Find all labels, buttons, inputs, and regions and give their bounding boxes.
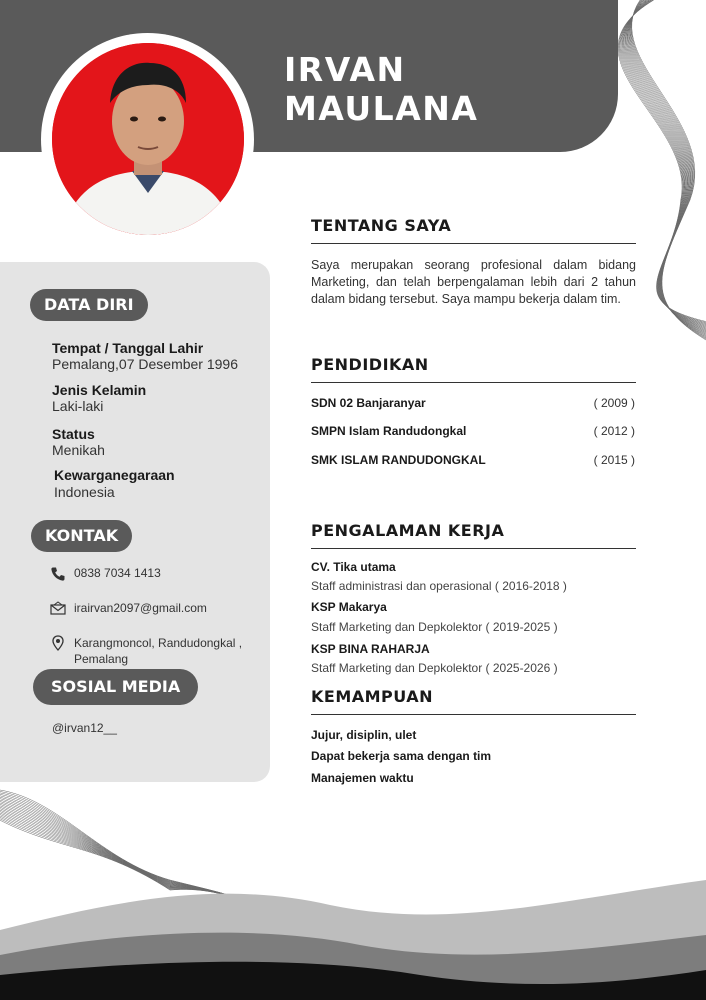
section-title-skills: KEMAMPUAN	[311, 687, 434, 706]
location-icon	[50, 635, 68, 651]
gender-value: Laki-laki	[52, 398, 104, 414]
education-school: SDN 02 Banjaranyar	[311, 396, 426, 410]
education-school: SMPN Islam Randudongkal	[311, 424, 467, 438]
contact-phone[interactable]	[50, 566, 161, 582]
full-name: IRVAN MAULANA	[284, 50, 479, 128]
education-year: ( 2009 )	[593, 396, 635, 410]
section-title-experience: PENGALAMAN KERJA	[311, 521, 505, 540]
job-company: KSP Makarya	[311, 600, 387, 614]
section-title-education: PENDIDIKAN	[311, 355, 429, 374]
education-school: SMK ISLAM RANDUDONGKAL	[311, 453, 486, 467]
nationality-label: Kewarganegaraan	[54, 467, 175, 483]
divider-education	[311, 382, 636, 383]
divider-about	[311, 243, 636, 244]
skill-item: Dapat bekerja sama dengan tim	[311, 749, 492, 763]
job-role: Staff Marketing dan Depkolektor ( 2019-2025 )	[311, 620, 558, 634]
job-company: KSP BINA RAHARJA	[311, 642, 430, 656]
skill-item: Manajemen waktu	[311, 771, 414, 785]
status-label: Status	[52, 426, 95, 442]
about-text: Saya merupakan seorang profesional dalam bidang Marketing, dan telah berpengalaman lebih dari 2 tahun dalam bidang tersebut. Saya mampu bekerja dalam tim.	[311, 258, 636, 306]
contact-address	[50, 635, 242, 667]
address-line-1: Karangmoncol, Randudongkal ,	[74, 636, 243, 650]
email-icon	[50, 601, 68, 617]
divider-skills	[311, 714, 636, 715]
section-pill-contact: KONTAK	[31, 520, 132, 552]
divider-experience	[311, 548, 636, 549]
job-role: Staff Marketing dan Depkolektor ( 2025-2026 )	[311, 661, 558, 675]
skill-item: Jujur, disiplin, ulet	[311, 728, 417, 742]
profile-photo	[52, 43, 244, 235]
section-title-about: TENTANG SAYA	[311, 216, 452, 235]
job-role: Staff administrasi dan operasional ( 2016-2018 )	[311, 579, 567, 593]
section-pill-personal: DATA DIRI	[30, 289, 148, 321]
address-line-2: Pemalang	[74, 652, 129, 666]
status-value: Menikah	[52, 442, 105, 458]
phone-number: 0838 7034 1413	[74, 566, 161, 580]
birth-value: Pemalang,07 Desember 1996	[52, 356, 239, 372]
education-year: ( 2012 )	[593, 424, 635, 438]
contact-email[interactable]	[50, 601, 207, 617]
phone-icon	[50, 566, 68, 582]
social-handle[interactable]: @irvan12__	[52, 721, 117, 735]
section-pill-social: SOSIAL MEDIA	[33, 669, 198, 705]
birth-label: Tempat / Tanggal Lahir	[52, 340, 204, 356]
email-address: irairvan2097@gmail.com	[74, 601, 207, 615]
nationality-value: Indonesia	[54, 484, 115, 500]
job-company: CV. Tika utama	[311, 560, 396, 574]
education-year: ( 2015 )	[593, 453, 635, 467]
gender-label: Jenis Kelamin	[52, 382, 147, 398]
